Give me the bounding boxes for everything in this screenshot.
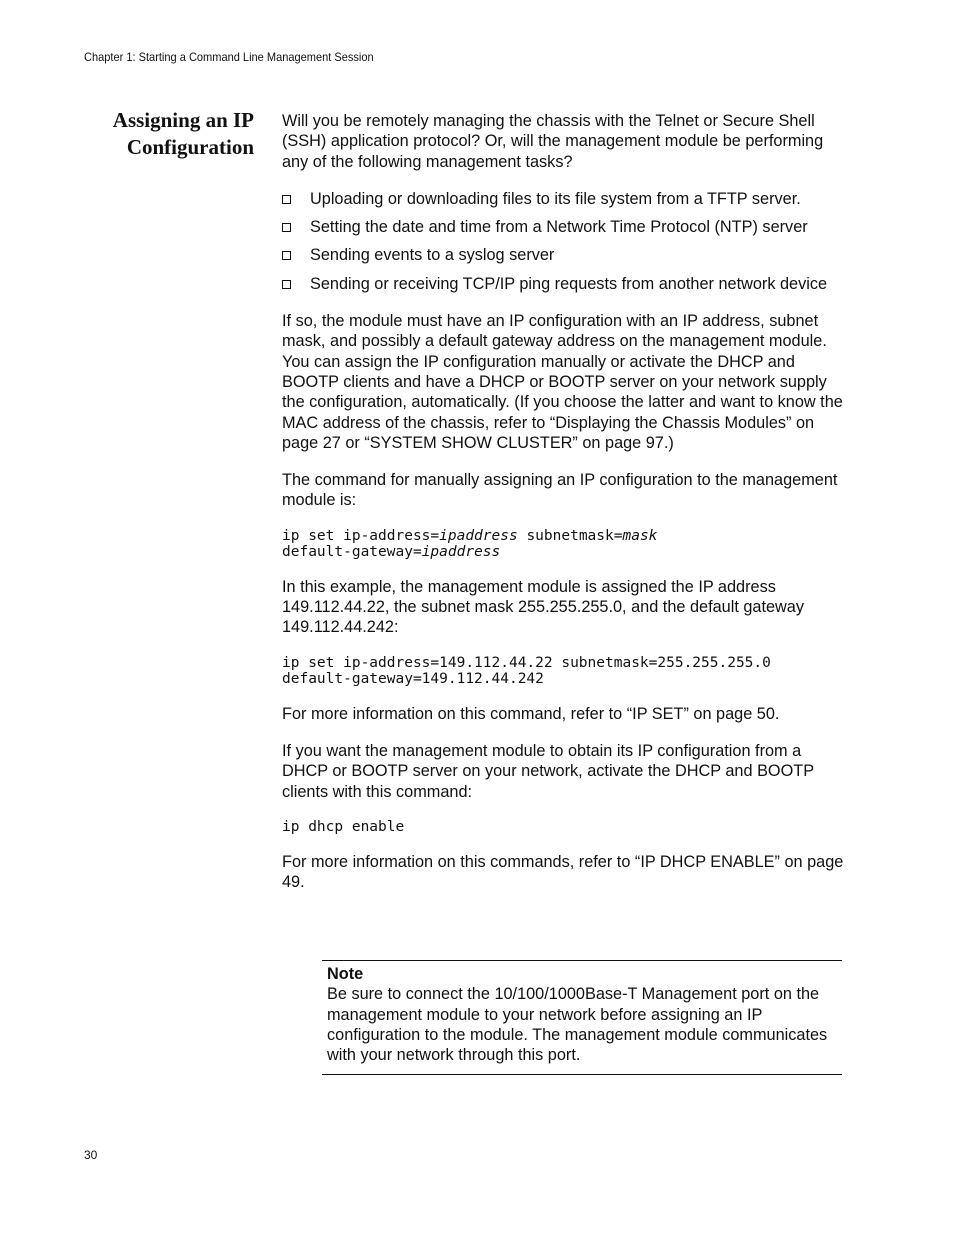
task-list bbox=[282, 189, 844, 294]
main-content bbox=[282, 111, 844, 909]
section-title-line2: Configuration bbox=[126, 135, 254, 159]
list-item: Uploading or downloading files to its file system from a TFTP server. bbox=[282, 189, 844, 209]
section-title bbox=[94, 107, 254, 161]
note-text: Be sure to connect the 10/100/1000Base-T Management port on the management module to your network before assigning an IP configuration to the module. The management module communicates with your network through this port. bbox=[327, 985, 828, 1065]
ip-set-syntax: ip set ip-address=ipaddress subnetmask=mask default-gateway=ipaddress bbox=[282, 527, 658, 560]
checkbox-bullet-icon bbox=[282, 195, 291, 204]
checkbox-bullet-icon bbox=[282, 280, 291, 289]
checkbox-bullet-icon bbox=[282, 223, 291, 232]
ip-set-example: ip set ip-address=149.112.44.22 subnetmask=255.255.255.0 default-gateway=149.112.44.242 bbox=[282, 654, 771, 687]
list-item: Sending or receiving TCP/IP ping requests from another network device bbox=[282, 274, 844, 294]
ip-config-paragraph: If so, the module must have an IP configuration with an IP address, subnet mask, and possibly a default gateway address on the management module. You can assign the IP configuration manually or activate the DHCP and BOOTP clients and have a DHCP or BOOTP server on your network supply the configuration, automatically. (If you choose the latter and want to know the MAC address of the chassis, refer to “Displaying the Chassis Modules” on page 27 or “SYSTEM SHOW CLUSTER” on page 97.) bbox=[282, 312, 843, 452]
command-intro-paragraph: The command for manually assigning an IP configuration to the management module is: bbox=[282, 471, 838, 510]
list-item: Setting the date and time from a Network Time Protocol (NTP) server bbox=[282, 217, 844, 237]
checkbox-bullet-icon bbox=[282, 251, 291, 260]
note-box bbox=[322, 960, 842, 1075]
dhcp-reference: For more information on this commands, refer to “IP DHCP ENABLE” on page 49. bbox=[282, 852, 844, 892]
note-title: Note bbox=[327, 965, 364, 983]
dhcp-paragraph: If you want the management module to obtain its IP configuration from a DHCP or BOOTP server on your network, activate the DHCP and BOOTP clients with this command: bbox=[282, 741, 814, 801]
list-item: Sending events to a syslog server bbox=[282, 245, 844, 265]
intro-paragraph: Will you be remotely managing the chassis with the Telnet or Secure Shell (SSH) application protocol? Or, will the management module be performing any of the following management tasks? bbox=[282, 112, 824, 171]
ip-set-reference: For more information on this command, refer to “IP SET” on page 50. bbox=[282, 704, 780, 723]
chapter-header: Chapter 1: Starting a Command Line Management Session bbox=[84, 50, 374, 64]
example-paragraph: In this example, the management module is assigned the IP address 149.112.44.22, the subnet mask 255.255.255.0, and the default gateway 149.112.44.242: bbox=[282, 577, 805, 637]
section-title-line1: Assigning an IP bbox=[112, 108, 254, 132]
dhcp-command: ip dhcp enable bbox=[282, 818, 405, 835]
page-number: 30 bbox=[84, 1148, 98, 1162]
